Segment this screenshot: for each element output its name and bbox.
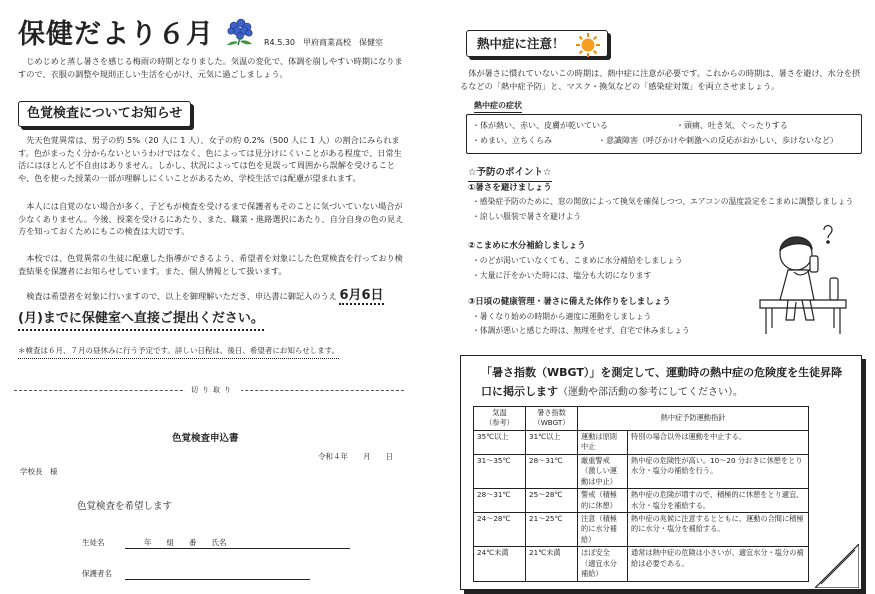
intro-text: じめじめと蒸し暑さを感じる梅雨の時期となりました。気温の変化で、体調を崩しやすい時期になりますので、衣服の調整や規則正しい生活を心がけ、元気に過ごしましょう。: [18, 56, 403, 79]
cut-label: 切り取り: [185, 385, 241, 396]
wbgt-header-guideline: 熱中症予防運動指針: [578, 407, 809, 431]
wbgt-title-note: （運動や部活動の参考にしてください）。: [558, 386, 743, 398]
page-title: 保健だより６月: [18, 19, 214, 50]
symptom-1: ・体が熱い、赤い、皮膚が乾いている: [472, 121, 608, 130]
point-3-item-1: ・暑くなり始めの時期から適度に運動をしましょう: [472, 312, 652, 321]
hydrangea-icon: [222, 16, 258, 46]
symptoms-title: 熱中症の症状: [474, 100, 522, 113]
table-cell: 28～31℃: [526, 454, 578, 488]
point-1-item-1: ・感染症予防のために、窓の開放によって換気を確保しつつ、エアコンの温度設定をこまめに調整しましょう: [472, 197, 854, 206]
form-request: 色覚検査を希望します: [77, 501, 173, 512]
table-cell: 熱中症の危険性が高い。10～20 分おきに休憩をとり水分・塩分の補給を行う。: [628, 454, 809, 488]
color-vision-p3: 本校では、色覚異常の生徒に配慮した指導ができるよう、希望者を対象にした色覚検査を行っており検査結果を保護者にお知らせしています。また、個人情報として扱います。: [18, 253, 403, 276]
student-name-label: 生徒名: [82, 538, 105, 547]
table-cell: 注意（積極的に水分補給）: [578, 512, 628, 546]
wbgt-title-bold: 「暑さ指数（WBGT）」を測定して、運動時の熱中症の危険度を生徒昇降口に掲示します: [481, 366, 843, 398]
table-row: [474, 430, 809, 454]
page-fold-decoration: [815, 544, 859, 588]
table-cell: 31～35℃: [474, 454, 526, 488]
wbgt-header-row: [474, 407, 809, 431]
drinking-boy-illustration: [750, 222, 858, 340]
student-name-fields: 年 組 番 氏名: [144, 538, 227, 547]
color-vision-p2: 本人には自覚のない場合が多く、子どもが検査を受けるまで保護者もそのことに気づいていない場合が少なくありません。今後、授業を受けるにあたり、また、職業・進路選択にあたり、自分自身の色の見え方を知っておくためにもこの検査は大切です。: [18, 201, 404, 237]
wbgt-title: [481, 364, 851, 401]
points-title: ☆予防のポイント☆: [468, 166, 552, 182]
wbgt-table: [473, 406, 809, 582]
right-column: [460, 0, 865, 594]
table-cell: 通常は熱中症の危険は小さいが、適宜水分・塩分の補給は必要である。: [628, 547, 809, 581]
table-cell: 21～25℃: [526, 512, 578, 546]
table-cell: 熱中症の危険が増すので、積極的に休憩をとり適宜、水分・塩分を補給する。: [628, 489, 809, 513]
deadline-intro: 検査は希望者を対象に行いますので、以上を御理解いただき、申込書に御記入のうえ: [26, 291, 337, 301]
point-2-item-2: ・大量に汗をかいた時には、塩分も大切になります: [472, 271, 652, 280]
table-row: [474, 512, 809, 546]
point-3-heading: ③日頃の健康管理・暑さに備えた体作りをしましょう: [468, 297, 671, 307]
point-1-heading: ①暑さを避けましょう: [468, 183, 552, 193]
color-vision-p1: 先天色覚異常は、男子の約 5%（20 人に 1 人）、女子の約 0.2%（500 人に 1 人）の割合にみられます。色がまったく分からないというわけではなく、色によっては見分けにくいことがある程度で、日常生活にはほとんど不自由はありません。しかし、状況によっては色を見誤って周囲から誤解を受けることや、色を使った授業の一部が理解しにくいことがあるため、学校生活では配慮が望まれます。: [18, 135, 402, 184]
table-cell: 24～28℃: [474, 512, 526, 546]
point-2-item-1: ・のどが渇いていなくても、こまめに水分補給をしましょう: [472, 256, 683, 265]
table-cell: 運動は原則中止: [578, 430, 628, 454]
table-cell: 熱中症の兆候に注意するとともに、運動の合間に積極的に水分・塩分を補給する。: [628, 512, 809, 546]
student-name-line: [125, 548, 350, 549]
heatstroke-intro: 体が暑さに慣れていないこの時期は、熱中症に注意が必要です。これからの時期は、暑さを避け、水分を摂るなどの「熱中症予防」と、マスク・換気などの「感染症対策」を両立させましょう。: [460, 68, 861, 91]
schedule-note: ＊検査は６月、７月の昼休みに行う予定です。詳しい日程は、後日、希望者にお知らせします。: [18, 345, 339, 359]
table-row: [474, 489, 809, 513]
symptom-3: ・めまい、立ちくらみ: [472, 136, 552, 145]
deadline-sentence: [18, 286, 410, 306]
wbgt-header-temp: 気温 （参考）: [474, 407, 526, 431]
deadline-date: 6月6日: [339, 288, 384, 303]
deadline-rest: (月)までに保健室へ直接ご提出ください。: [18, 309, 264, 331]
point-1-item-2: ・涼しい服装で暑さを避けよう: [472, 212, 582, 221]
table-cell: 21℃未満: [526, 547, 578, 581]
wbgt-header-index: 暑さ指数 （WBGT）: [526, 407, 578, 431]
form-title: 色覚検査申込書: [172, 433, 239, 444]
table-cell: ほぼ安全（適宜水分補給）: [578, 547, 628, 581]
guardian-name-label: 保護者名: [82, 569, 112, 578]
symptom-2: ・頭痛、吐き気、ぐったりする: [676, 121, 788, 130]
issue-date: R4.5.30 甲府商業高校 保健室: [264, 38, 384, 47]
color-vision-heading: 色覚検査についてお知らせ: [18, 101, 191, 127]
wbgt-box: [460, 355, 862, 590]
table-cell: 24℃未満: [474, 547, 526, 581]
guardian-name-line: [125, 579, 310, 580]
table-cell: 31℃以上: [526, 430, 578, 454]
symptoms-box: [466, 100, 862, 154]
point-3-item-2: ・体調が悪いと感じた時は、無理をせず、自宅で休みましょう: [472, 326, 690, 335]
table-cell: 28～31℃: [474, 489, 526, 513]
table-cell: 警戒（積極的に休憩）: [578, 489, 628, 513]
table-row: [474, 547, 809, 581]
form-addressee: 学校長 様: [20, 467, 58, 476]
table-cell: 35℃以上: [474, 430, 526, 454]
left-column: [14, 0, 414, 594]
heatstroke-heading-text: 熱中症に注意！: [477, 36, 565, 51]
table-row: [474, 454, 809, 488]
table-cell: 25～28℃: [526, 489, 578, 513]
heatstroke-heading: [466, 30, 608, 57]
table-cell: 特別の場合以外は運動を中止する。: [628, 430, 809, 454]
point-2-heading: ②こまめに水分補給しましょう: [468, 241, 586, 251]
table-cell: 厳重警戒（激しい運動は中止）: [578, 454, 628, 488]
form-date: 令和４年 月 日: [318, 452, 393, 461]
symptom-4: ・意識障害（呼びかけや刺激への反応がおかしい、歩けないなど）: [598, 136, 838, 145]
sun-icon: [575, 32, 601, 58]
